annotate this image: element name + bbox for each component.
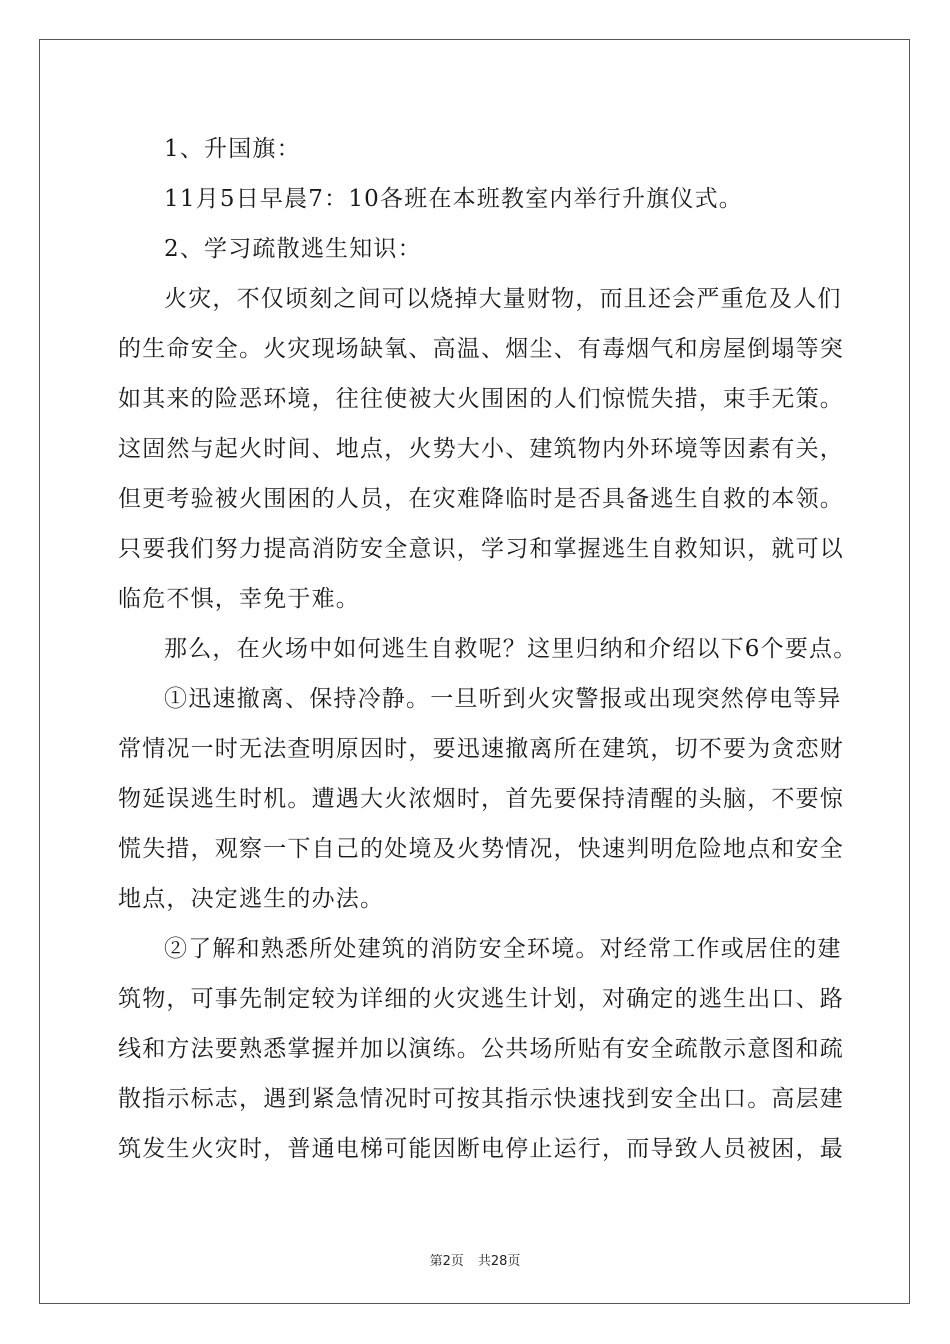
paragraph-7	[118, 924, 853, 1174]
text-line: 慌失措，观察一下自己的处境及火势情况，快速判明危险地点和安全	[118, 836, 844, 862]
text-line: ②了解和熟悉所处建筑的消防安全环境。对经常工作或居住的建	[164, 936, 842, 962]
text-line: 这固然与起火时间、地点，火势大小、建筑物内外环境等因素有关，	[118, 436, 844, 462]
page-number: 第2页	[429, 1254, 464, 1269]
text-line: 火灾，不仅顷刻之间可以烧掉大量财物，而且还会严重危及人们	[164, 286, 842, 312]
paragraph-5	[118, 624, 858, 674]
text-line: ①迅速撤离、保持冷静。一旦听到火灾警报或出现突然停电等异	[164, 686, 842, 712]
text-line: 线和方法要熟悉掌握并加以演练。公共场所贴有安全疏散示意图和疏	[118, 1036, 844, 1062]
total-pages: 共28页	[477, 1254, 521, 1269]
text-line: 常情况一时无法查明原因时，要迅速撤离所在建筑，切不要为贪恋财	[118, 736, 844, 762]
heading-evacuation-knowledge: 2、学习疏散逃生知识：	[164, 236, 422, 262]
text-line: 但更考验被火围困的人员，在灾难降临时是否具备逃生自救的本领。	[118, 486, 844, 512]
text-line: 的生命安全。火灾现场缺氧、高温、烟尘、有毒烟气和房屋倒塌等突	[118, 336, 844, 362]
text-line: 筑发生火灾时，普通电梯可能因断电停止运行，而导致人员被困，最	[118, 1136, 844, 1162]
text-line: 11月5日早晨7：10各班在本班教室内举行升旗仪式。	[164, 186, 743, 212]
paragraph-4	[118, 274, 853, 624]
paragraph-6	[118, 674, 853, 924]
heading-raise-flag: 1、升国旗：	[164, 136, 301, 162]
text-line: 地点，决定逃生的办法。	[118, 886, 385, 912]
text-line: 筑物，可事先制定较为详细的火灾逃生计划，对确定的逃生出口、路	[118, 986, 844, 1012]
text-line: 只要我们努力提高消防安全意识，学习和掌握逃生自救知识，就可以	[118, 536, 844, 562]
paragraph-3	[118, 224, 853, 274]
page-footer	[0, 1250, 950, 1269]
text-line: 临危不惧，幸免于难。	[118, 586, 360, 612]
text-line: 物延误逃生时机。遭遇大火浓烟时，首先要保持清醒的头脑，不要惊	[118, 786, 844, 812]
text-line: 那么，在火场中如何逃生自救呢？这里归纳和介绍以下6个要点。	[164, 636, 858, 662]
paragraph-2	[118, 174, 853, 224]
document-body	[118, 124, 858, 1174]
text-line: 如其来的险恶环境，往往使被大火围困的人们惊慌失措，束手无策。	[118, 386, 844, 412]
text-line: 散指示标志，遇到紧急情况时可按其指示快速找到安全出口。高层建	[118, 1086, 844, 1112]
paragraph-1	[118, 124, 853, 174]
